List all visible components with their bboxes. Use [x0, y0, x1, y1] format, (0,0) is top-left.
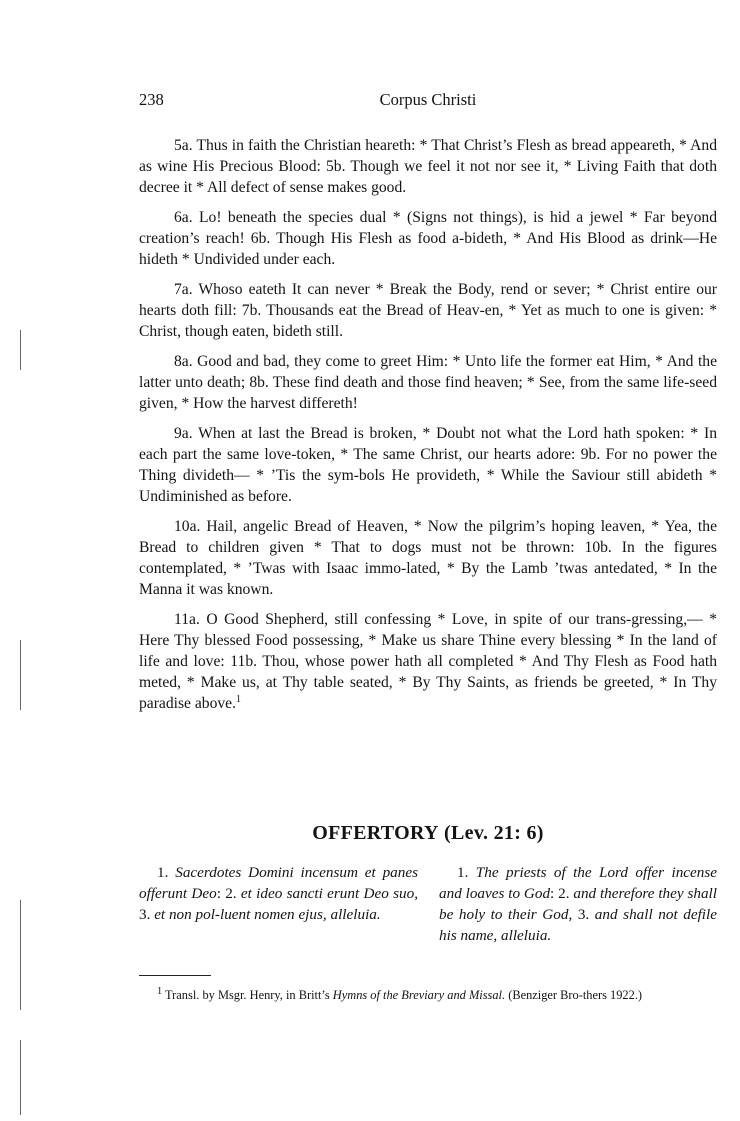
- stanza-6: 6a. Lo! beneath the species dual * (Signs not things), is hid a jewel * Far beyond creation’s reach! 6b. Though His Flesh as food a-bideth, * And His Blood as drink—He hideth * Undivided under each.: [139, 209, 717, 268]
- cited-book-title: Hymns of the Breviary and Missal.: [332, 988, 506, 1003]
- stanza-10: 10a. Hail, angelic Bread of Heaven, * Now the pilgrim’s hoping leaven, * Yea, the Bread to children given * That to dogs must not be thrown: 10b. In the figures contemplated, * ’Twas with Isaac immo-lated, * By the Lamb ’twas antedated, * In the Manna it was known.: [139, 518, 717, 598]
- offertory-english: 1. The priests of the Lord offer incense and loaves to God: 2. and therefore they shall be holy to their God, 3. and shall not defile his name, alleluia.: [439, 864, 718, 944]
- running-head: Corpus Christi: [379, 90, 477, 109]
- footnote: $^1$ Transl. by Msgr. Henry, in Britt’s Hymns of the Breviary and Missal. (Benziger Bro-thers 1922.): [157, 986, 643, 1003]
- stanza-11: 11a. O Good Shepherd, still confessing * Love, in spite of our trans-gressing,— * Here Thy blessed Food possessing, * Make us share Thine every blessing * In the land of life and love: 11b. Thou, whose power hath all completed * And Thy Flesh as Food hath meted, * Make us, at Thy table seated, * By Thy Saints, as friends be greeted, * In Thy paradise above.$^1$: [139, 611, 717, 712]
- stanza-5: 5a. Thus in faith the Christian heareth: * That Christ’s Flesh as bread appeareth, * And as wine His Precious Blood: 5b. Though we feel it not nor see it, * Living Faith that doth decree it * All defect of sense makes good.: [139, 137, 717, 196]
- scan-margin-mark: [20, 1040, 21, 1115]
- footnote-mark: 1: [157, 986, 163, 997]
- scan-margin-mark: [20, 900, 21, 1010]
- page-number: 238: [139, 90, 164, 109]
- footnote-divider: [139, 975, 211, 976]
- sequence-text: [139, 135, 717, 723]
- scan-margin-mark: [20, 640, 21, 710]
- footnote-reference: 1: [235, 693, 241, 705]
- scan-margin-mark: [20, 330, 21, 370]
- stanza-7: 7a. Whoso eateth It can never * Break the Body, rend or sever; * Christ entire our hearts doth fill: 7b. Thousands eat the Bread of Heav-en, * Yet as much to one is given: * Christ, though eaten, bideth still.: [139, 281, 717, 340]
- offertory-reference: (Lev. 21: 6): [444, 822, 544, 844]
- page-header: [139, 90, 717, 114]
- offertory-latin: 1. Sacerdotes Domini incensum et panes offerunt Deo: 2. et ideo sancti erunt Deo suo, 3. et non pol-luent nomen ejus, alleluia.: [139, 864, 418, 923]
- offertory-heading: [139, 821, 717, 845]
- stanza-9: 9a. When at last the Bread is broken, * Doubt not what the Lord hath spoken: * In each part the same love-token, * The same Christ, our hearts adore: 9b. For no power the Thing divideth— * ’Tis the sym-bols He provideth, * While the Saviour still abideth * Undiminished as before.: [139, 425, 717, 505]
- stanza-8: 8a. Good and bad, they come to greet Him: * Unto life the former eat Him, * And the latter unto death; 8b. These find death and those find heaven; * See, from the same life-seed given, * How the harvest differeth!: [139, 353, 717, 412]
- offertory-title: OFFERTORY: [312, 822, 439, 844]
